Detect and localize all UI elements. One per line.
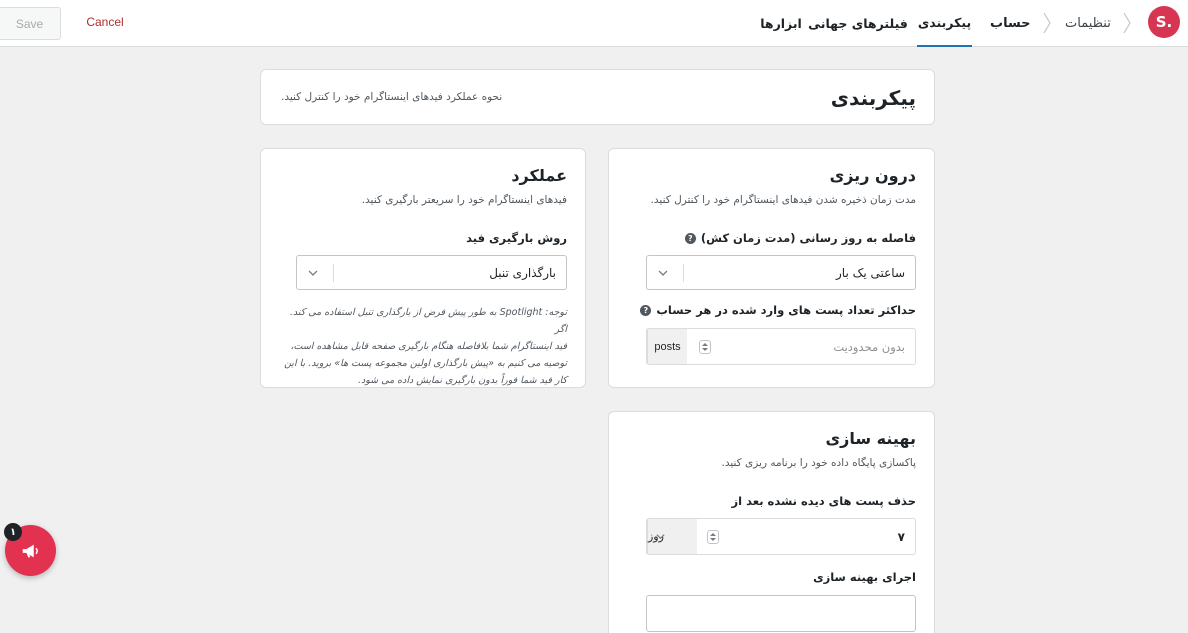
- notification-badge: ۱: [4, 523, 22, 541]
- lazy-load-note: [275, 304, 567, 389]
- loading-method-label: روش بارگیری فید: [466, 231, 567, 245]
- max-posts-label: [640, 303, 916, 317]
- top-bar: [0, 0, 1188, 47]
- tab-global-filters[interactable]: فیلترهای جهانی: [808, 16, 908, 31]
- page-title: پیکربندی: [830, 86, 916, 110]
- chevron-down-icon: [655, 531, 666, 542]
- chevron-down-icon: [307, 267, 319, 279]
- interval-select-value: ساعتی یک بار: [836, 265, 905, 280]
- select-separator: [683, 264, 684, 282]
- note-line: کار فید شما فوراً بدون بارگیری نمایش داده می شود.: [358, 375, 567, 386]
- note-line: توصیه می کنیم به «پیش بارگذاری اولین مجموعه پست ها» بروید. با این: [284, 358, 567, 369]
- optimization-description: پاکسازی پایگاه داده خود را برنامه ریزی کنید.: [721, 457, 916, 469]
- note-line: فید اینستاگرام شما بلافاصله هنگام بارگیری صفحه قابل مشاهده است،: [290, 341, 567, 352]
- breadcrumb-account[interactable]: حساب: [990, 15, 1031, 31]
- chevron-right-icon: [1122, 12, 1132, 34]
- max-posts-label-text: حداکثر تعداد پست های وارد شده در هر حساب: [656, 303, 916, 317]
- cancel-button[interactable]: Cancel: [72, 8, 138, 36]
- caching-title: درون ریزی: [829, 166, 916, 185]
- delete-unseen-label: حذف پست های دیده نشده بعد از: [731, 494, 916, 508]
- number-spinner[interactable]: [707, 530, 719, 544]
- optimization-card: [608, 411, 935, 633]
- interval-select[interactable]: [646, 255, 916, 290]
- caching-card: [608, 148, 935, 388]
- posts-unit: posts: [647, 329, 687, 364]
- intro-card: [260, 69, 935, 125]
- days-unit-label: روز: [648, 530, 664, 543]
- optimization-title: بهینه سازی: [825, 429, 916, 448]
- spotlight-logo[interactable]: S.: [1148, 6, 1180, 38]
- delete-unseen-value: ۷: [897, 530, 905, 544]
- run-optimization-control[interactable]: [646, 595, 916, 632]
- note-line: توجه: Spotlight به طور پیش فرض از بارگذاری تنبل استفاده می کند. اگر: [289, 307, 567, 335]
- breadcrumb-settings[interactable]: تنظیمات: [1065, 15, 1111, 31]
- run-optimization-label: اجرای بهینه سازی: [813, 570, 916, 584]
- performance-title: عملکرد: [511, 166, 567, 185]
- performance-description: فیدهای اینستاگرام خود را سریعتر بارگیری کنید.: [361, 194, 567, 206]
- tab-tools[interactable]: ابزارها: [760, 16, 802, 31]
- select-separator: [333, 264, 334, 282]
- interval-label-text: فاصله به روز رسانی (مدت زمان کش): [700, 231, 916, 245]
- chevron-right-icon: [1042, 12, 1052, 34]
- save-button[interactable]: Save: [0, 7, 61, 40]
- number-spinner[interactable]: [699, 340, 711, 354]
- megaphone-icon: [20, 540, 42, 562]
- loading-method-select[interactable]: [296, 255, 567, 290]
- max-posts-placeholder: بدون محدودیت: [833, 340, 905, 354]
- loading-method-value: بارگذاری تنبل: [489, 265, 556, 280]
- help-icon[interactable]: ?: [685, 233, 696, 244]
- page-description: نحوه عملکرد فیدهای اینستاگرام خود را کنترل کنید.: [281, 91, 503, 103]
- delete-unseen-field[interactable]: [646, 518, 916, 555]
- chevron-down-icon: [657, 267, 669, 279]
- performance-card: [260, 148, 586, 388]
- interval-label: [685, 231, 916, 245]
- max-posts-field[interactable]: [646, 328, 916, 365]
- caching-description: مدت زمان ذخیره شدن فیدهای اینستاگرام خود را کنترل کنید.: [650, 194, 916, 206]
- help-icon[interactable]: ?: [640, 305, 651, 316]
- tab-configuration[interactable]: پیکربندی: [917, 0, 972, 47]
